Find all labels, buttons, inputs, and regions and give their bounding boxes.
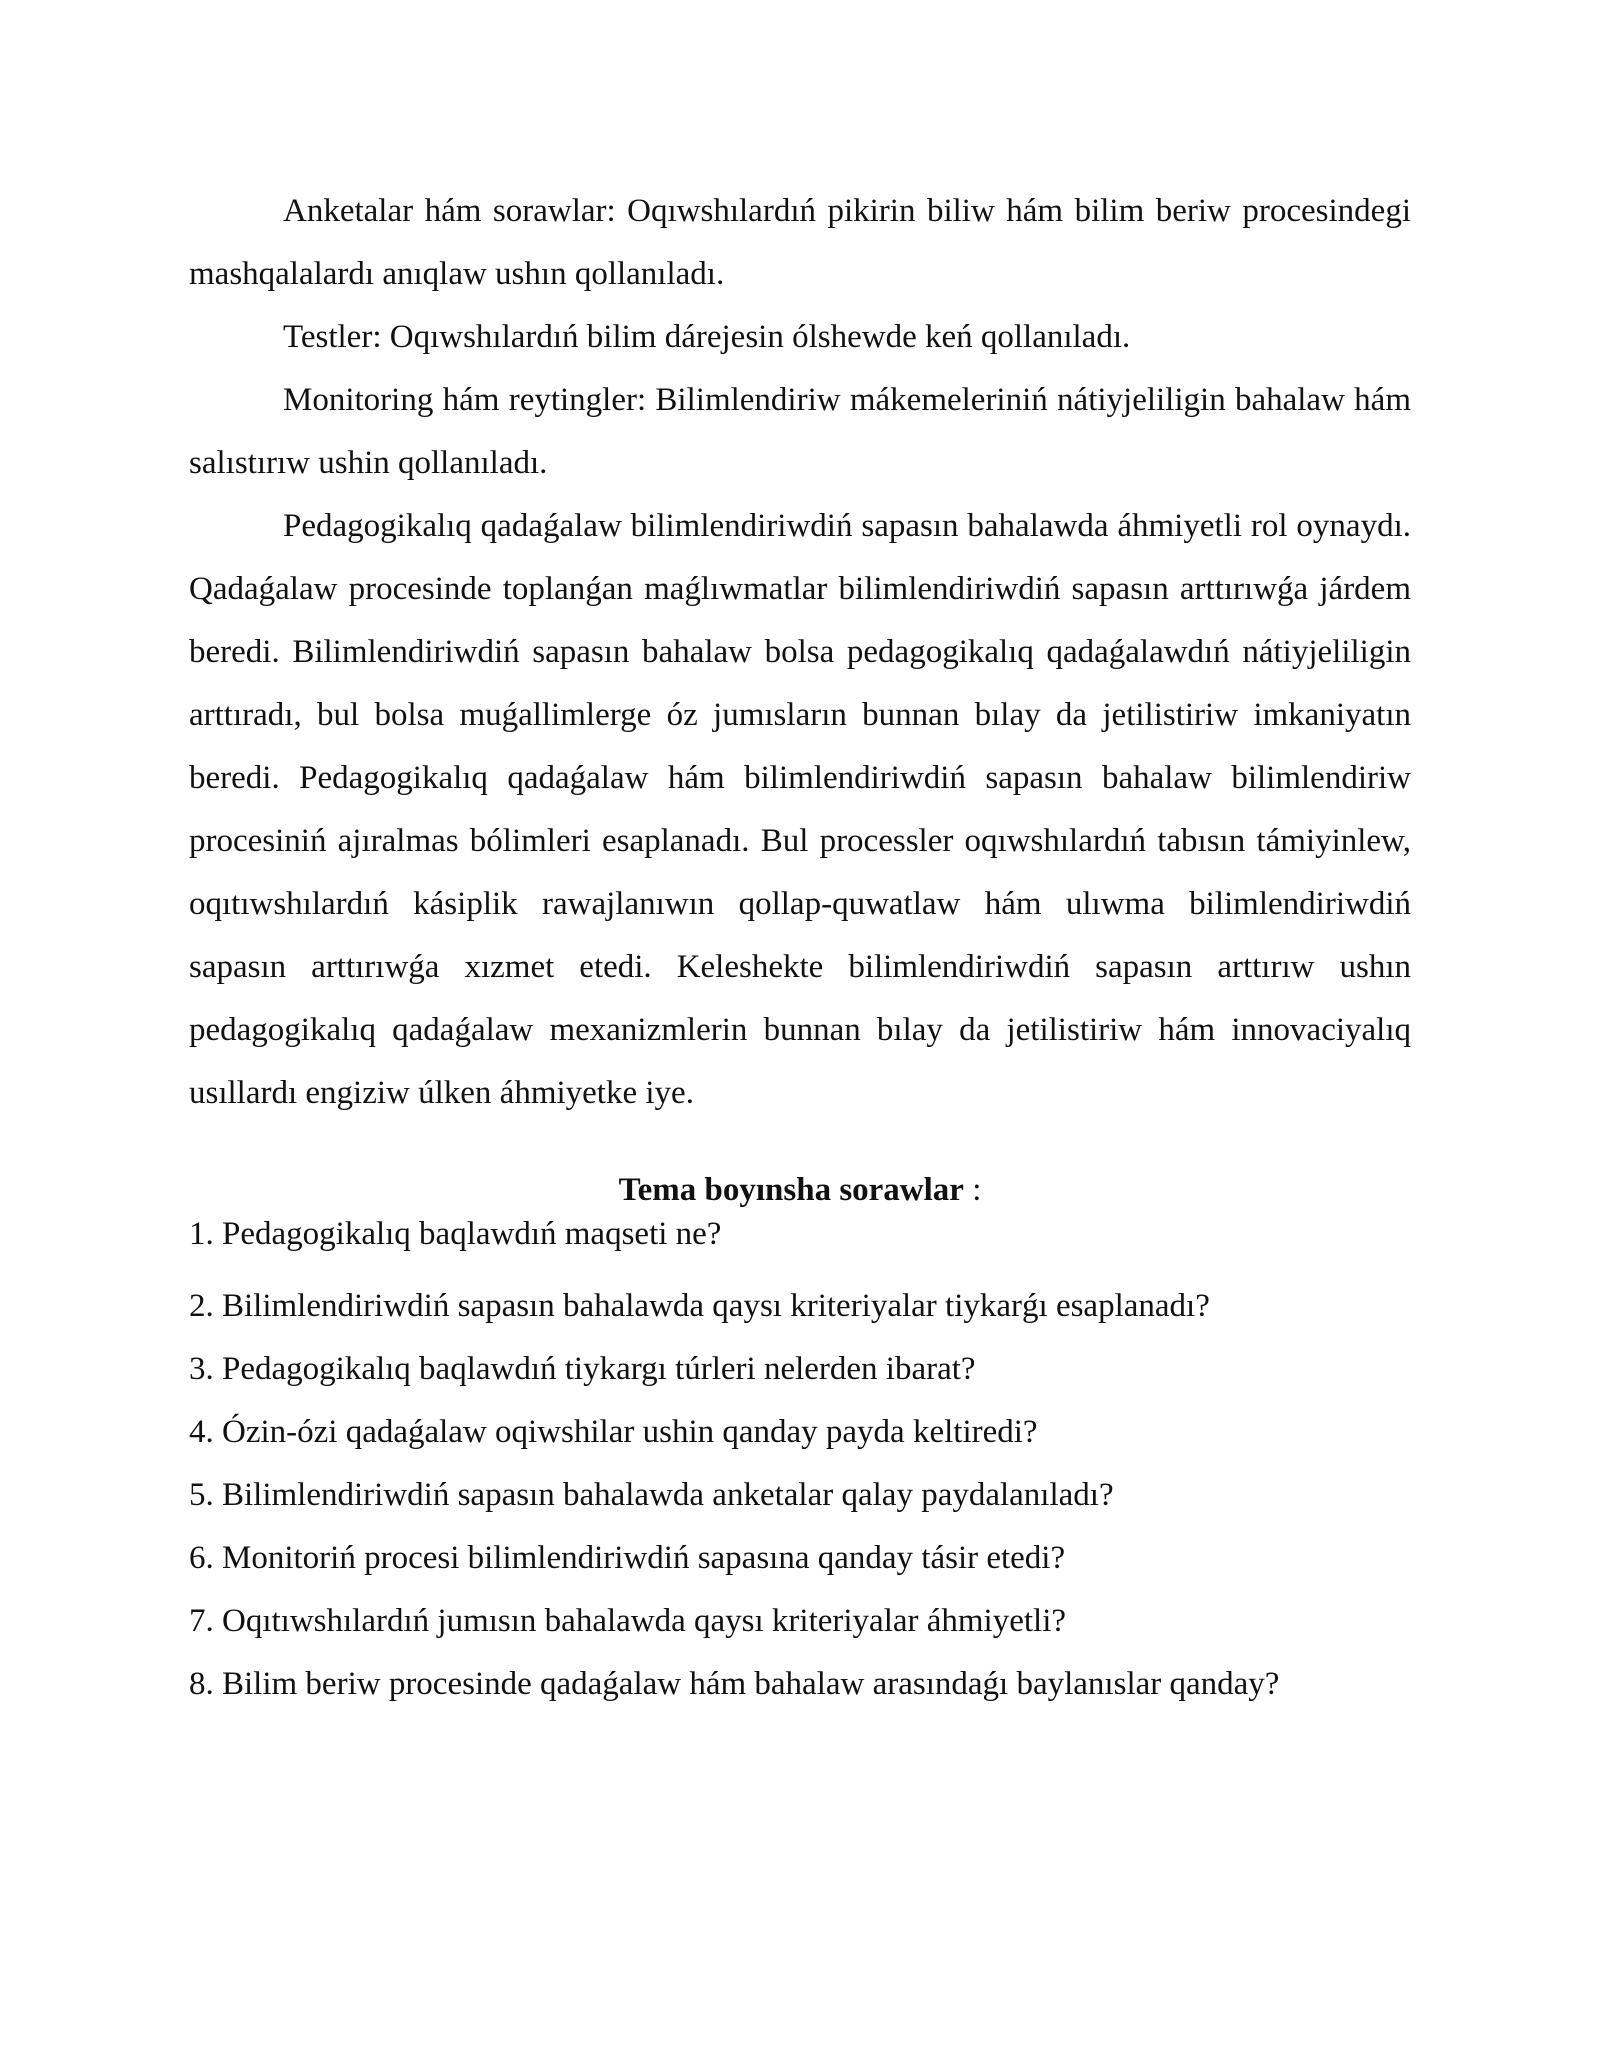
question-item: 8. Bilim beriw procesinde qadaǵalaw hám bahalaw arasındaǵı baylanıslar qanday? [189,1666,1280,1702]
question-item: 3. Pedagogikalıq baqlawdıń tiykargı túrleri nelerden ibarat? [189,1351,976,1387]
question-item: 1. Pedagogikalıq baqlawdıń maqseti ne? [189,1216,722,1252]
questions-heading [189,1168,1411,1212]
questions-heading-suffix: : [963,1172,982,1208]
questions-heading-title: Tema boyınsha sorawlar [618,1172,964,1208]
question-item: 5. Bilimlendiriwdiń sapasın bahalawda anketalar qalay paydalanıladı? [189,1477,1114,1513]
paragraph-tests: Testler: Oqıwshılardıń bilim dárejesin ólshewde keń qollanıladı. [283,319,1131,355]
document-body [189,180,1411,1716]
question-item: 2. Bilimlendiriwdiń sapasın bahalawda qaysı kriteriyalar tiykarǵı esaplanadı? [189,1288,1210,1324]
paragraph-monitoring: Monitoring hám reytingler: Bilimlendiriw mákemeleriniń nátiyjeliligin bahalaw hám salıstırıw ushin qollanıladı. [189,382,1411,481]
question-item: 6. Monitoriń procesi bilimlendiriwdiń sapasına qanday tásir etedi? [189,1540,1066,1576]
paragraph-conclusion: Pedagogikalıq qadaǵalaw bilimlendiriwdiń sapasın bahalawda áhmiyetli rol oynaydı. Qadaǵalaw procesinde toplanǵan maǵlıwmatlar bilimlendiriwdiń sapasın arttırıwǵa járdem beredi. Bilimlendiriwdiń sapasın bahalaw bolsa pedagogikalıq qadaǵalawdıń nátiyjeliligin arttıradı, bul bolsa muǵallimlerge óz jumısların bunnan bılay da jetilistiriw imkaniyatın beredi. Pedagogikalıq qadaǵalaw hám bilimlendiriwdiń sapasın bahalaw bilimlendiriw procesiniń ajıralmas bólimleri esaplanadı. Bul processler oqıwshılardıń tabısın támiyinlew, oqıtıwshılardıń kásiplik rawajlanıwın qollap-quwatlaw hám ulıwma bilimlendiriwdiń sapasın arttırıwǵa xızmet etedi. Keleshekte bilimlendiriwdiń sapasın arttırıw ushın pedagogikalıq qadaǵalaw mexanizmlerin bunnan bılay da jetilistiriw hám innovaciyalıq usıllardı engiziw úlken áhmiyetke iye. [189,508,1411,1111]
question-item: 4. Ózin-ózi qadaǵalaw oqiwshilar ushin qanday payda keltiredi? [189,1414,1038,1450]
questions-list [189,1212,1411,1716]
question-item: 7. Oqıtıwshılardıń jumısın bahalawda qaysı kriteriyalar áhmiyetli? [189,1603,1067,1639]
paragraph-questionnaires: Anketalar hám sorawlar: Oqıwshılardıń pikirin biliw hám bilim beriw procesindegi mashqalalardı anıqlaw ushın qollanıladı. [189,193,1411,292]
